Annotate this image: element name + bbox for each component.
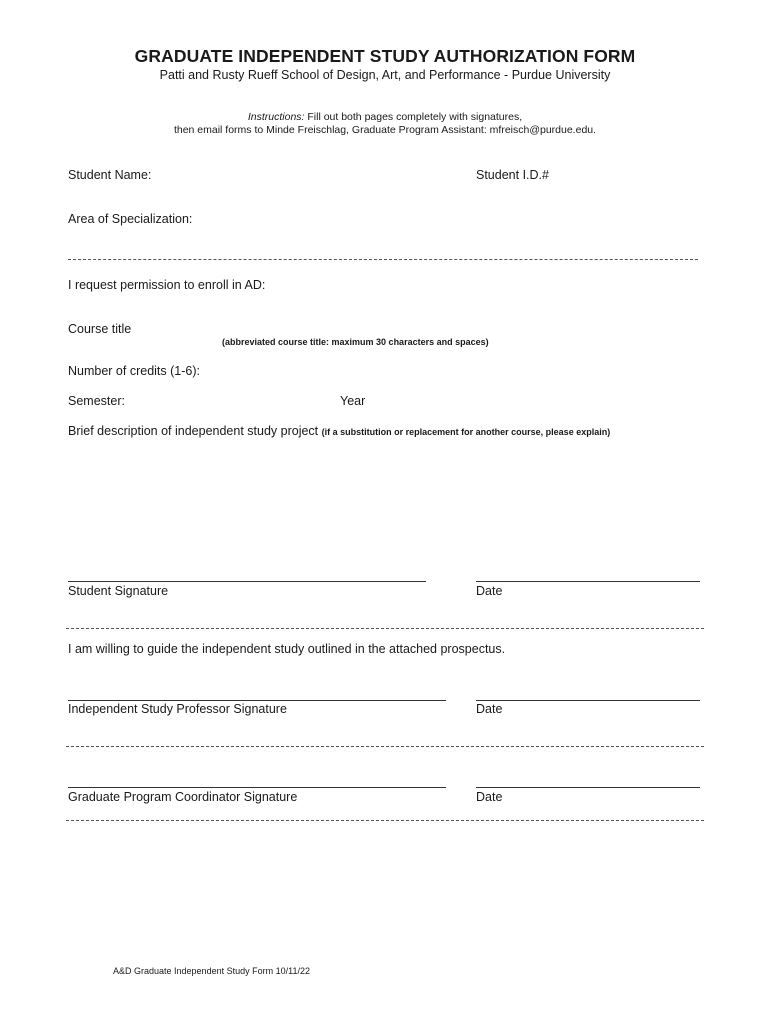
form-footer: A&D Graduate Independent Study Form 10/11/22: [113, 966, 310, 976]
course-title-label: Course title: [68, 322, 132, 336]
course-title-note: (abbreviated course title: maximum 30 characters and spaces): [222, 337, 489, 347]
coordinator-date-label: Date: [476, 790, 503, 804]
student-name-label: Student Name:: [68, 168, 152, 182]
student-date-label: Date: [476, 584, 503, 598]
section-divider: [66, 746, 704, 747]
enroll-request-text: I request permission to enroll in AD:: [68, 278, 266, 292]
section-divider: [66, 628, 704, 629]
instructions-line-1: [0, 111, 770, 123]
student-signature-line[interactable]: [68, 581, 426, 582]
student-id-label: Student I.D.#: [476, 168, 549, 182]
form-subtitle: Patti and Rusty Rueff School of Design, Art, and Performance - Purdue University: [159, 68, 611, 82]
area-of-specialization-label: Area of Specialization:: [68, 212, 193, 226]
project-description-label: [68, 424, 610, 438]
semester-label: Semester:: [68, 394, 125, 408]
form-title: GRADUATE INDEPENDENT STUDY AUTHORIZATION FORM: [134, 46, 636, 66]
project-description-note: (if a substitution or replacement for another course, please explain): [321, 427, 611, 437]
instructions-line-2: then email forms to Minde Freischlag, Graduate Program Assistant: mfreisch@purdue.edu.: [173, 124, 597, 136]
coordinator-signature-label: Graduate Program Coordinator Signature: [68, 790, 298, 804]
project-description-text: Brief description of independent study project: [68, 424, 322, 438]
professor-date-label: Date: [476, 702, 503, 716]
credits-label: Number of credits (1-6):: [68, 364, 200, 378]
professor-date-line[interactable]: [476, 700, 700, 701]
coordinator-date-line[interactable]: [476, 787, 700, 788]
professor-statement: I am willing to guide the independent study outlined in the attached prospectus.: [68, 642, 506, 656]
instructions-label: Instructions:: [247, 111, 305, 123]
coordinator-signature-line[interactable]: [68, 787, 446, 788]
year-label: Year: [340, 394, 366, 408]
section-divider: [66, 820, 704, 821]
instructions-text: Fill out both pages completely with signatures,: [304, 111, 523, 123]
section-divider: [68, 259, 698, 260]
professor-signature-line[interactable]: [68, 700, 446, 701]
student-signature-label: Student Signature: [68, 584, 169, 598]
professor-signature-label: Independent Study Professor Signature: [68, 702, 287, 716]
student-date-line[interactable]: [476, 581, 700, 582]
